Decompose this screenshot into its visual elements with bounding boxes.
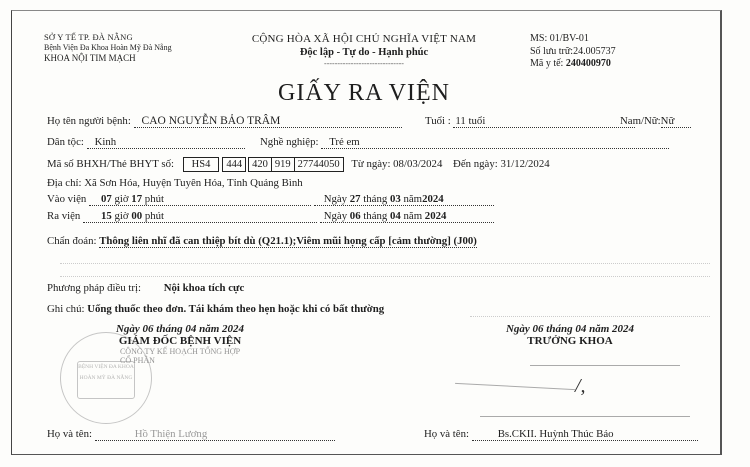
national-motto: Độc lập - Tự do - Hạnh phúc [299,47,429,58]
insurance-box: 919 [271,157,295,172]
issuer-block [44,32,172,64]
director-name-value: Hồ Thiện Lương [95,428,335,441]
patient-name-label: Họ tên người bệnh: [47,115,131,127]
blank-line [60,263,710,264]
ethnicity-row [47,136,245,149]
ethnicity-value: Kinh [87,136,245,149]
occupation-value: Trẻ em [321,136,669,149]
note-label: Ghi chú: [47,303,85,315]
treatment-row [47,282,244,294]
admission-day: 27 [349,193,361,205]
nation-name: CỘNG HÒA XÃ HỘI CHỦ NGHĨA VIỆT NAM [251,33,477,45]
document-title: GIẤY RA VIỆN [278,80,450,106]
ethnicity-label: Dân tộc: [47,136,84,148]
document-codes [530,33,616,71]
note-row [47,303,384,315]
discharge-hour: 15 [101,210,112,222]
occupation-label: Nghề nghiệp: [260,136,319,148]
age-label: Tuổi : [425,115,451,127]
blank-line [470,316,710,317]
diagnosis-value: Thông liên nhĩ đã can thiệp bít dù (Q21.1);Viêm mũi họng cấp [cảm thường] (J00) [99,235,477,247]
director-name-label: Họ và tên: [47,428,92,440]
valid-to-label: Đến ngày: [453,157,498,170]
admission-hour: 07 [100,193,112,205]
insurance-box: 444 [222,157,246,172]
head-name-label: Họ và tên: [424,428,469,440]
valid-from-label: Từ ngày: [351,157,391,170]
admission-month: 03 [389,193,401,205]
occupation-row [260,136,669,149]
signature-stroke [480,416,690,417]
insurance-row [47,157,550,172]
blank-line [60,276,710,277]
medical-code: Mã y tế: 240400970 [530,58,611,69]
header-separator: ------------------------------ [324,59,404,68]
admission-minute: 17 [131,193,143,205]
department-name: SỞ Y TẾ TP. ĐÀ NẴNG [44,32,133,42]
director-title: GIÁM ĐỐC BỆNH VIỆN [118,335,242,347]
discharge-label: Ra viện [47,210,81,222]
age-value: 11 tuổi [453,115,635,128]
head-name-row [424,428,698,441]
address-label: Địa chỉ: [47,177,82,189]
insurance-box: 27744050 [294,157,344,172]
treatment-label: Phương pháp điều trị: [47,282,142,294]
head-title: TRƯỞNG KHOA [527,335,613,347]
form-code: MS: 01/BV-01 [530,33,589,44]
head-sign-date: Ngày 06 tháng 04 năm 2024 [505,323,635,335]
insurance-number-boxes [183,157,343,172]
signature-stroke [530,365,680,366]
archive-number: Số lưu trữ:24.005737 [530,45,616,57]
hospital-name: Bệnh Viện Đa Khoa Hoàn Mỹ Đà Nẵng [44,42,172,52]
gender-value: Nữ [661,115,691,128]
discharge-day: 06 [349,210,361,222]
gender-label: Nam/Nữ: [620,115,661,127]
address-row [47,177,303,189]
address-value: Xã Sơn Hóa, Huyện Tuyên Hóa, Tỉnh Quảng Bình [84,177,303,189]
age-row [425,115,635,128]
director-signature-block [80,323,280,365]
discharge-month: 04 [390,210,401,222]
patient-name-value: CAO NGUYỄN BẢO TRÂM [134,115,402,128]
insurance-box: HS4 [183,157,220,172]
admission-row: Vào viện 07 giờ 17 phút Ngày 27 tháng 03 năm2024 [47,193,494,206]
note-value: Uống thuốc theo đơn. Tái khám theo hẹn hoặc khi có bất thường [87,303,385,315]
director-name-row [47,428,335,441]
national-header [214,32,514,68]
admission-year: 2024 [422,193,444,205]
head-signature-block [470,323,670,347]
signature-mark: /, [575,375,586,397]
diagnosis-label: Chẩn đoán: [47,235,97,247]
diagnosis-row [47,235,477,247]
gender-row [620,115,691,128]
valid-from-value: 08/03/2024 [393,157,443,170]
stamp-text: CÔNG TY KẾ HOẠCH TỔNG HỢP [119,347,241,356]
head-name-value: Bs.CKII. Huỳnh Thúc Bảo [472,428,698,441]
discharge-row: Ra viện 15 giờ 00 phút Ngày 06 tháng 04 năm 2024 [47,210,494,223]
discharge-minute: 00 [131,210,143,222]
stamp-text: CỔ PHẦN [120,356,155,365]
director-sign-date: Ngày 06 tháng 04 năm 2024 [115,323,245,335]
ward-name: KHOA NỘI TIM MẠCH [44,53,136,63]
admission-label: Vào viện [47,193,87,205]
hospital-stamp: BỆNH VIỆN ĐA KHOA HOÀN MỸ ĐÀ NẴNG [60,332,152,424]
treatment-value: Nội khoa tích cực [163,282,245,294]
discharge-year: 2024 [424,210,447,222]
patient-name-row [47,115,402,128]
insurance-label: Mã số BHXH/Thẻ BHYT số: [47,157,174,170]
valid-to-value: 31/12/2024 [500,157,550,170]
insurance-box: 420 [248,157,272,172]
